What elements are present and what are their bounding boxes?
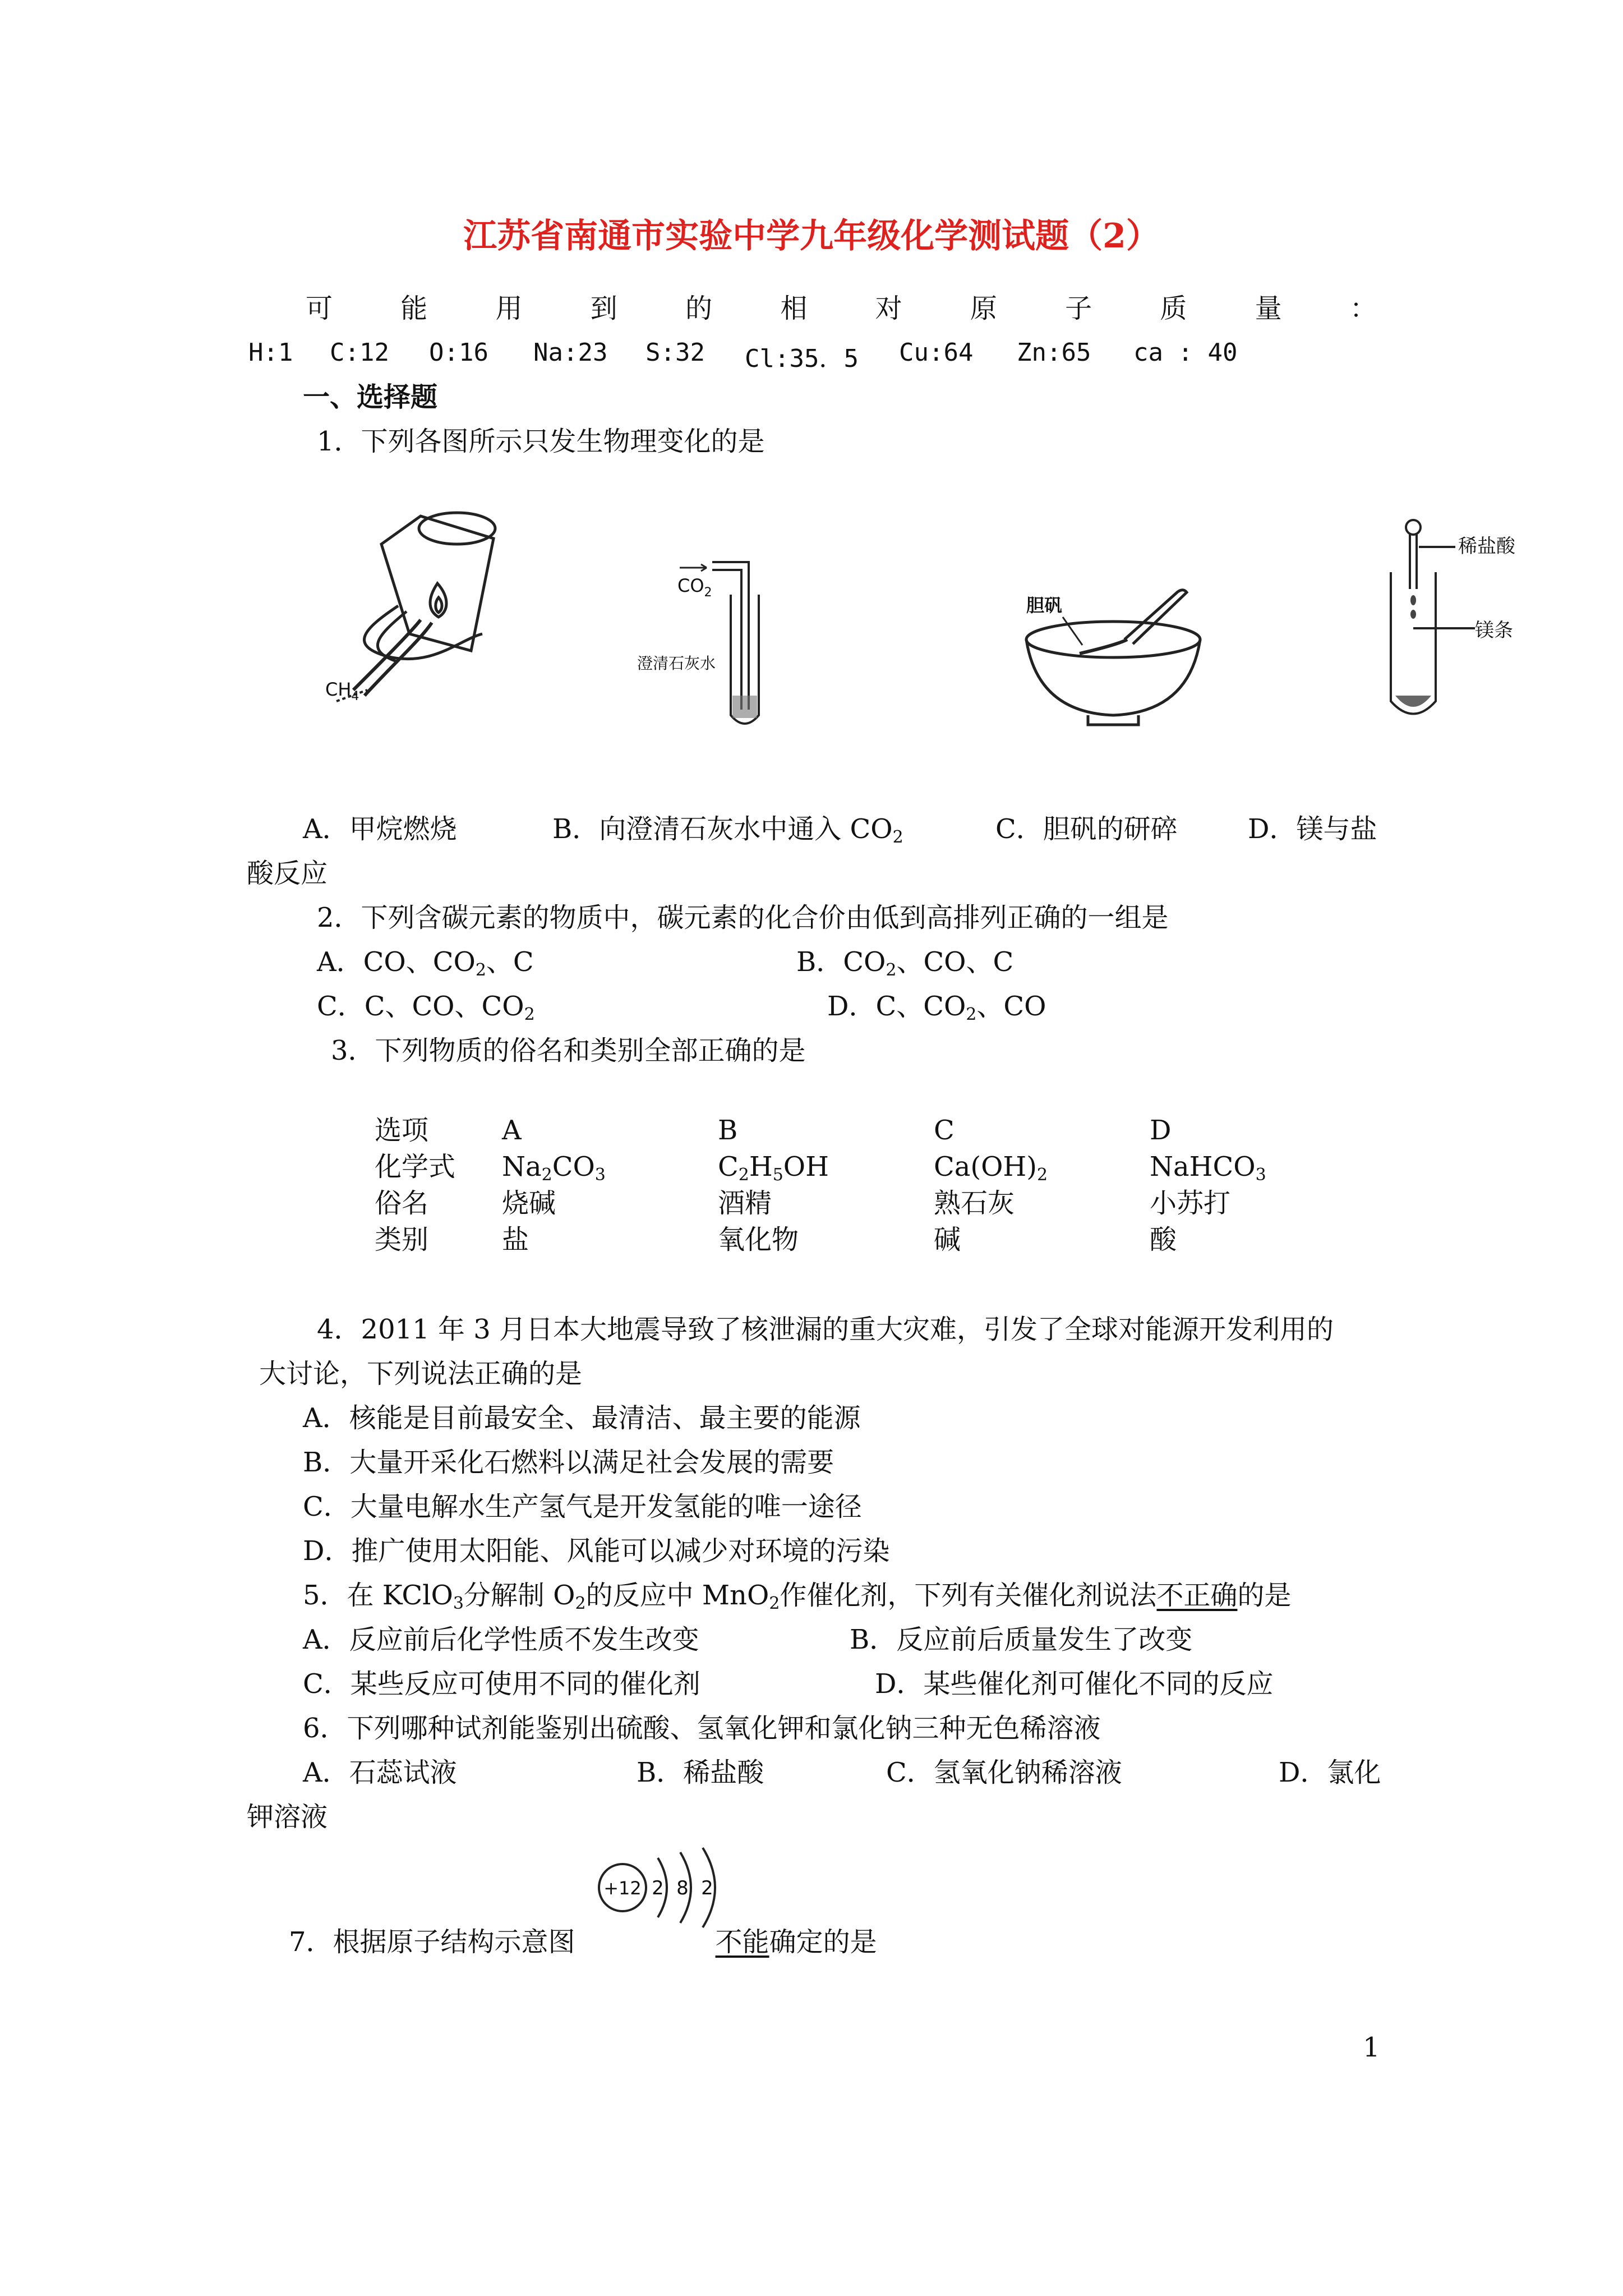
q1-option-d-cont: 酸反应 [247,858,328,889]
table-cell: 化学式 [375,1151,456,1182]
q6-stem: 6．下列哪种试剂能鉴别出硫酸、氢氧化钾和氯化钠三种无色稀溶液 [303,1713,1101,1744]
q5-option-b: B．反应前后质量发生了改变 [850,1624,1193,1655]
mass-value: Na:23 [533,338,608,367]
co2-label: $CO_2$ [677,575,712,600]
mass-value: ca : 40 [1133,338,1238,367]
mass-value: S:32 [645,338,705,367]
table-cell: A [502,1115,522,1146]
heading-char: 到 [590,293,617,324]
q6-option-c: C．氢氧化钠稀溶液 [886,1757,1122,1788]
heading-char: 的 [685,293,713,324]
q2-option-b: B．$CO_2$、CO、C [796,946,1014,980]
mg-hcl-figure [1368,516,1553,729]
table-cell: 氧化物 [718,1224,799,1255]
q1-stem: 1．下列各图所示只发生物理变化的是 [317,426,765,457]
q2-option-a: A．CO、$CO_2$、C [317,946,534,980]
formula-d: NaHCO$_3$ [1150,1151,1266,1185]
danfan-label: 胆矾 [1026,595,1063,616]
heading-char: 可 [306,293,333,324]
q7-stem: 7．根据原子结构示意图 不能确定的是 [289,1926,877,1958]
heading-char: 原 [970,293,997,324]
limewater-figure [628,544,808,735]
shell-electrons: 2 [701,1877,713,1899]
hcl-label: 稀盐酸 [1458,535,1515,558]
shell-electrons: 2 [652,1877,664,1899]
table-cell: 俗名 [375,1188,429,1219]
section-heading: 一、选择题 [303,381,438,413]
page-number: 1 [1363,2032,1380,2063]
heading-char: 量 [1255,293,1282,324]
mass-value: H:1 [248,338,293,367]
formula-a: $Na_2CO_3$ [502,1151,606,1185]
heading-char: 用 [495,293,523,324]
q2-option-c: C．C、CO、$CO_2$ [317,991,535,1024]
heading-char: 对 [875,293,902,324]
table-cell: 熟石灰 [934,1188,1015,1219]
q6-option-a: A．石蕊试液 [303,1757,457,1788]
table-cell: D [1150,1115,1172,1146]
table-cell: C [934,1115,955,1146]
heading-char: 相 [780,293,808,324]
mass-value: Cu:64 [899,338,974,367]
table-cell: 烧碱 [502,1188,556,1219]
q6-option-d: D．氯化 [1279,1757,1381,1788]
q4-option-d: D．推广使用太阳能、风能可以减少对环境的污染 [303,1535,890,1567]
q1-option-a: A．甲烷燃烧 [303,813,457,845]
heading-char: ： [1349,293,1377,324]
q1-option-b: B．向澄清石灰水中通入 $CO_2$ [552,813,903,847]
nucleus-charge: +12 [603,1878,642,1899]
q2-option-d: D．C、$CO_2$、CO [827,991,1046,1024]
table-cell: 选项 [375,1115,429,1146]
q5-stem: 5．在 KClO$_3$分解制 $O_2$的反应中 MnO$_2$作催化剂，下列有关催化剂说法不正确的是 [303,1580,1292,1613]
q4-stem: 4．2011 年 3 月日本大地震导致了核泄漏的重大灾难，引发了全球对能源开发利用的 [317,1314,1334,1345]
table-cell: 碱 [934,1224,961,1255]
atomic-mass-heading [306,292,1377,325]
q5-option-c: C．某些反应可使用不同的催化剂 [303,1668,700,1700]
q4-option-c: C．大量电解水生产氢气是开发氢能的唯一途径 [303,1491,862,1522]
mass-value: Cl:35．5 [745,344,859,373]
mg-label: 镁条 [1475,619,1513,642]
q2-stem: 2．下列含碳元素的物质中，碳元素的化合价由低到高排列正确的一组是 [317,902,1169,933]
q1-option-c: C．胆矾的研碎 [995,813,1178,845]
q5-option-d: D．某些催化剂可催化不同的反应 [875,1668,1274,1700]
formula-b: $C_2H_5OH$ [718,1151,829,1185]
q3-stem: 3．下列物质的俗名和类别全部正确的是 [331,1035,806,1066]
mass-value: C:12 [330,338,389,367]
mass-value: Zn:65 [1017,338,1091,367]
q6-option-b: B．稀盐酸 [637,1757,764,1788]
shell-electrons: 8 [676,1877,689,1899]
q5-option-a: A．反应前后化学性质不发生改变 [303,1624,699,1655]
table-cell: B [718,1115,738,1146]
mortar-figure [1015,578,1223,735]
limewater-label: 澄清石灰水 [637,654,716,673]
ch4-label: $CH_4$ [325,679,359,703]
q1-option-d: D．镁与盐 [1248,813,1377,845]
mass-value: O:16 [429,338,488,367]
table-cell: 小苏打 [1150,1188,1231,1219]
table-cell: 酸 [1150,1224,1177,1255]
q6-option-d-cont: 钾溶液 [247,1801,328,1833]
table-cell: 酒精 [718,1188,772,1219]
page-title: 江苏省南通市实验中学九年级化学测试题（2） [463,217,1160,256]
table-cell: 盐 [502,1224,529,1255]
heading-char: 子 [1065,293,1092,324]
methane-burning-figure [314,505,527,718]
q4-stem-cont: 大讨论，下列说法正确的是 [259,1358,583,1389]
heading-char: 质 [1160,293,1187,324]
q4-option-b: B．大量开采化石燃料以满足社会发展的需要 [303,1447,834,1478]
atom-structure-diagram [592,1846,743,1930]
q4-option-a: A．核能是目前最安全、最清洁、最主要的能源 [303,1402,861,1434]
table-cell: 类别 [375,1224,429,1255]
heading-char: 能 [400,293,428,324]
formula-c: $Ca(OH)_2$ [934,1151,1048,1185]
